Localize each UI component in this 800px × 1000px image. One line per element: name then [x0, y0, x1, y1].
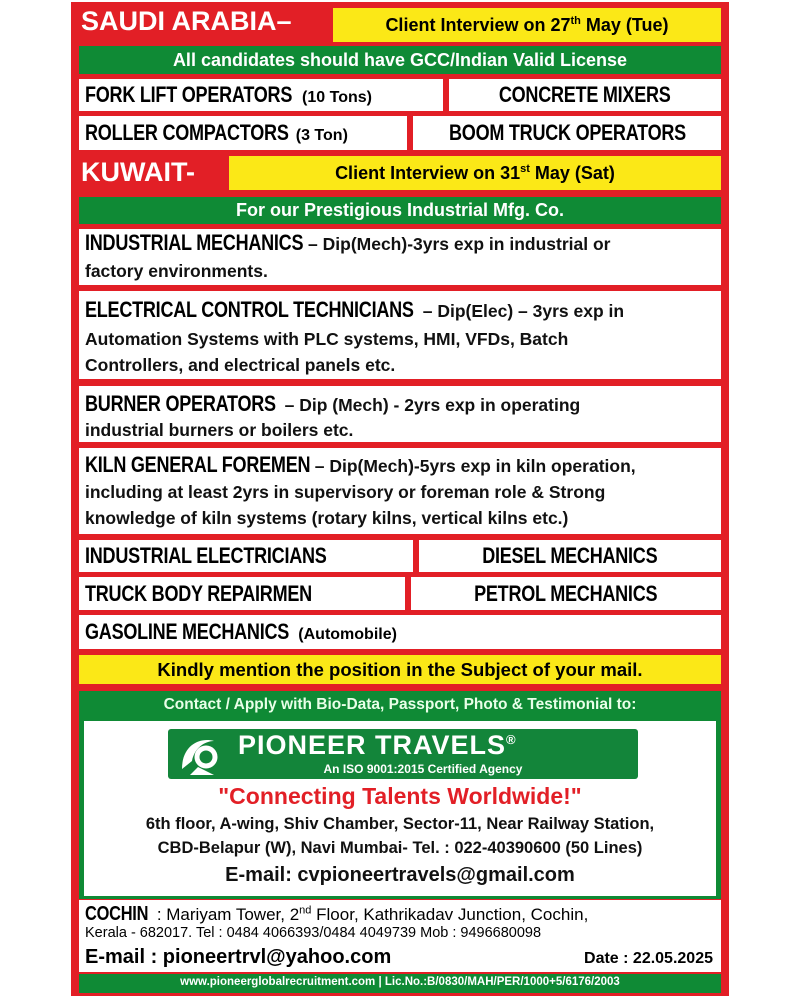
- job-desc-line: Dip(Elec) – 3yrs exp in: [437, 301, 625, 321]
- kuwait-dash: -: [186, 157, 195, 187]
- job-desc-line: knowledge of kiln systems (rotary kilns, vertical kilns etc.): [85, 508, 569, 528]
- saudi-dash: –: [276, 6, 292, 36]
- contact-block: [79, 691, 721, 899]
- kuwait-interview-suffix: May (Sat): [529, 163, 615, 183]
- job-title: DIESEL MECHANICS: [482, 543, 658, 568]
- job-title: BURNER OPERATORS: [85, 391, 276, 416]
- saudi-interview-suffix: May (Tue): [580, 15, 669, 35]
- address-line-2: CBD-Belapur (W), Navi Mumbai- Tel. : 022-40390600 (50 Lines): [157, 839, 643, 857]
- saudi-job-forklift: [79, 79, 443, 111]
- job-title: ROLLER COMPACTORS: [85, 120, 289, 145]
- job-kiln-general-foremen: [79, 448, 721, 534]
- job-electrical-control-technicians: [79, 291, 721, 379]
- saudi-country: SAUDI ARABIA: [81, 6, 277, 36]
- contact-email: E-mail: cvpioneertravels@gmail.com: [225, 864, 575, 886]
- job-note: (3 Ton): [291, 127, 348, 144]
- job-industrial-mechanics: [79, 229, 721, 285]
- logo: [168, 729, 638, 779]
- job-industrial-electricians: [79, 540, 413, 572]
- job-sep: –: [314, 456, 330, 476]
- subject-note: Kindly mention the position in the Subject of your mail.: [79, 655, 721, 684]
- contact-white-panel: [84, 721, 716, 896]
- kuwait-interview-banner: [229, 156, 721, 190]
- job-sep: –: [303, 234, 323, 254]
- job-truck-body-repairmen: [79, 577, 405, 610]
- address-line-1: 6th floor, A-wing, Shiv Chamber, Sector-11, Near Railway Station,: [145, 815, 655, 833]
- job-title: ELECTRICAL CONTROL TECHNICIANS: [85, 297, 414, 322]
- kuwait-interview-prefix: Client Interview on 31: [335, 163, 521, 183]
- kuwait-heading: [81, 157, 195, 188]
- saudi-interview-prefix: Client Interview on 27: [385, 15, 571, 35]
- logo-name: PIONEER TRAVELS®: [238, 730, 517, 760]
- job-sep: –: [417, 301, 438, 321]
- job-desc-line: Dip(Mech)-5yrs exp in kiln operation,: [329, 456, 636, 476]
- job-desc-line: industrial burners or boilers etc.: [85, 420, 354, 440]
- poster-frame: [71, 2, 729, 996]
- job-desc-line: Controllers, and electrical panels etc.: [85, 355, 396, 375]
- cochin-date: Date : 22.05.2025: [584, 950, 713, 967]
- job-title: TRUCK BODY REPAIRMEN: [85, 581, 312, 606]
- job-diesel-mechanics: [419, 540, 721, 572]
- license-note: All candidates should have GCC/Indian Valid License: [79, 46, 721, 74]
- job-petrol-mechanics: [411, 577, 721, 610]
- job-gasoline-mechanics: [79, 615, 721, 649]
- job-title: KILN GENERAL FOREMEN: [85, 452, 311, 477]
- job-desc-line: including at least 2yrs in supervisory or foreman role & Strong: [85, 482, 606, 502]
- job-title: FORK LIFT OPERATORS: [85, 82, 293, 107]
- saudi-interview-banner: [333, 8, 721, 42]
- job-title: INDUSTRIAL ELECTRICIANS: [85, 543, 327, 568]
- kuwait-country: KUWAIT: [81, 157, 186, 187]
- company-note: For our Prestigious Industrial Mfg. Co.: [79, 197, 721, 224]
- job-desc-line: factory environments.: [85, 261, 268, 281]
- cochin-block: [79, 900, 721, 972]
- cochin-label: COCHIN: [85, 903, 149, 925]
- kuwait-interview-sup: st: [520, 163, 530, 175]
- footer-bar: [79, 974, 721, 993]
- cochin-line-1: COCHIN : Mariyam Tower, 2nd Floor, Kathrikadav Junction, Cochin,: [85, 903, 589, 925]
- saudi-heading: [81, 6, 292, 37]
- job-note: (Automobile): [293, 626, 397, 643]
- cochin-line-2: Kerala - 682017. Tel : 0484 4066393/0484 4049739 Mob : 9496680098: [85, 925, 542, 941]
- job-title: PETROL MECHANICS: [474, 581, 658, 606]
- job-desc-line: Dip (Mech) - 2yrs exp in operating: [299, 395, 581, 415]
- slogan: "Connecting Talents Worldwide!": [218, 783, 582, 809]
- job-desc-line: Automation Systems with PLC systems, HMI, VFDs, Batch: [85, 329, 569, 349]
- job-title: GASOLINE MECHANICS: [85, 619, 290, 644]
- job-burner-operators: [79, 386, 721, 442]
- saudi-interview-sup: th: [570, 15, 581, 27]
- job-title: INDUSTRIAL MECHANICS: [85, 230, 304, 255]
- apply-line: Contact / Apply with Bio-Data, Passport, Photo & Testimonial to:: [163, 696, 637, 713]
- saudi-job-roller: [79, 116, 407, 150]
- job-desc-line: Dip(Mech)-3yrs exp in industrial or: [322, 234, 611, 254]
- logo-tagline: An ISO 9001:2015 Certified Agency: [323, 762, 523, 776]
- registered-mark: ®: [506, 732, 517, 747]
- saudi-job-concrete: [449, 79, 721, 111]
- footer-text: www.pioneerglobalrecruitment.com | Lic.No.:B/0830/MAH/PER/1000+5/6176/2003: [180, 976, 620, 988]
- cochin-email: E-mail : pioneertrvl@yahoo.com: [85, 946, 392, 968]
- job-title: BOOM TRUCK OPERATORS: [448, 120, 686, 145]
- saudi-job-boomtruck: [413, 116, 721, 150]
- job-title: CONCRETE MIXERS: [499, 82, 671, 107]
- job-sep: –: [279, 395, 300, 415]
- job-note: (10 Tons): [297, 89, 372, 106]
